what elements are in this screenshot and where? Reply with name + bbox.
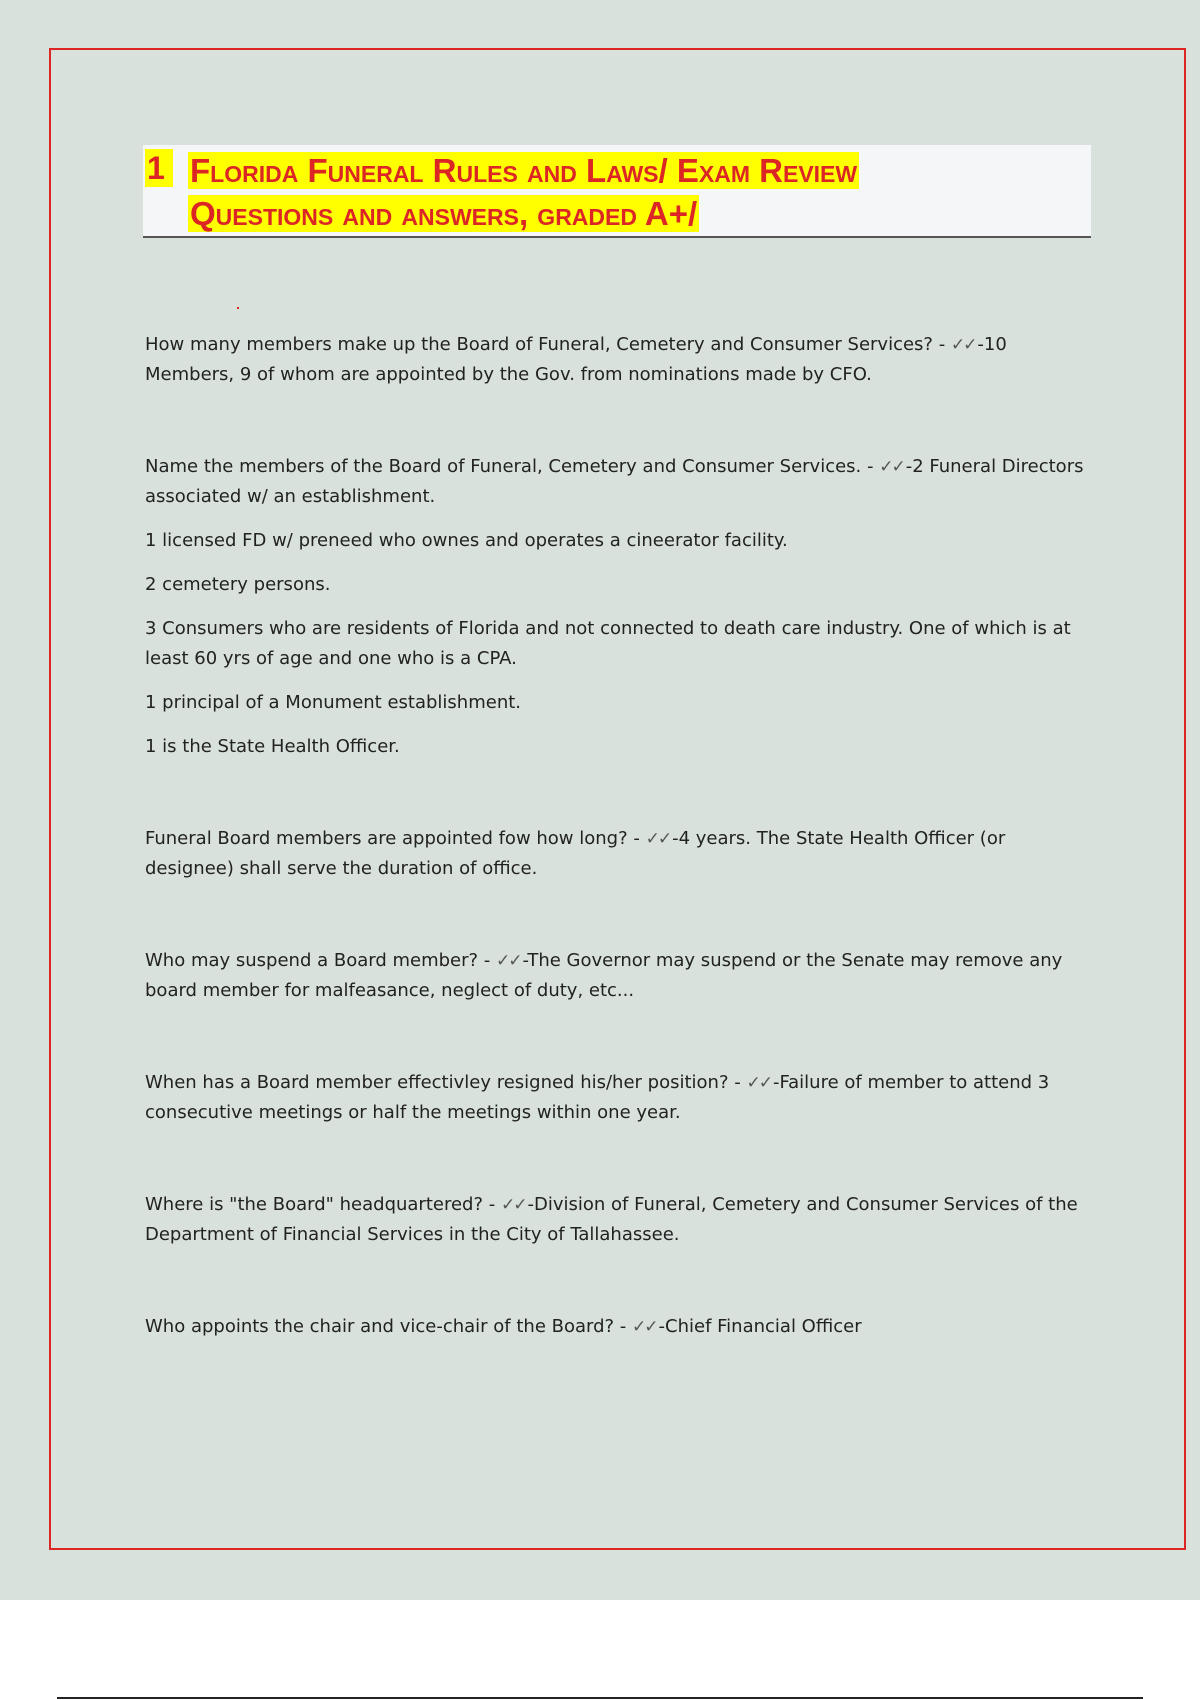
qa-item xyxy=(145,1190,1085,1250)
answer-text: -Chief Financial Officer xyxy=(658,1316,862,1337)
document-title xyxy=(188,149,1008,235)
double-check-icon: ✓✓ xyxy=(632,1317,657,1337)
qa-paragraph xyxy=(145,946,1085,1006)
qa-item xyxy=(145,1068,1085,1128)
question-text: Name the members of the Board of Funeral, Cemetery and Consumer Services. - xyxy=(145,456,880,477)
qa-paragraph xyxy=(145,1190,1085,1250)
qa-paragraph xyxy=(145,824,1085,884)
question-text: Who appoints the chair and vice-chair of the Board? - xyxy=(145,1316,633,1337)
double-check-icon: ✓✓ xyxy=(879,457,904,477)
answer-text: -Failure of member to attend 3 consecutive meetings or half the meetings within one year. xyxy=(145,1072,1050,1123)
answer-line: 1 is the State Health Officer. xyxy=(145,736,400,757)
question-text: Who may suspend a Board member? - xyxy=(145,950,497,971)
question-text: How many members make up the Board of Funeral, Cemetery and Consumer Services? - xyxy=(145,334,951,355)
qa-paragraph xyxy=(145,452,1085,512)
decorative-dot xyxy=(237,307,239,309)
qa-item xyxy=(145,330,1085,390)
title-line-1: Florida Funeral Rules and Laws/ Exam Review xyxy=(190,152,858,189)
qa-paragraph xyxy=(145,1068,1085,1128)
footer-rule xyxy=(57,1697,1143,1699)
answer-line: 2 cemetery persons. xyxy=(145,574,331,595)
qa-item xyxy=(145,452,1085,762)
answer-text: -Division of Funeral, Cemetery and Consumer Services of the Department of Financial Services in the City of Tallahassee. xyxy=(145,1194,1078,1245)
qa-item xyxy=(145,1312,1085,1342)
answer-text: -4 years. The State Health Officer (or designee) shall serve the duration of office. xyxy=(145,828,1006,879)
answer-line: 1 licensed FD w/ preneed who ownes and operates a cineerator facility. xyxy=(145,530,788,551)
answer-text: -10 Members, 9 of whom are appointed by the Gov. from nominations made by CFO. xyxy=(145,334,1007,385)
question-text: Funeral Board members are appointed fow how long? - xyxy=(145,828,646,849)
double-check-icon: ✓✓ xyxy=(496,951,521,971)
qa-paragraph xyxy=(145,1312,1085,1342)
question-text: Where is "the Board" headquartered? - xyxy=(145,1194,501,1215)
double-check-icon: ✓✓ xyxy=(950,335,976,355)
title-line-2: Questions and answers, graded A+/ xyxy=(190,195,698,232)
double-check-icon: ✓✓ xyxy=(746,1073,771,1093)
double-check-icon: ✓✓ xyxy=(645,829,671,849)
double-check-icon: ✓✓ xyxy=(500,1195,526,1215)
qa-list xyxy=(145,330,1085,1404)
title-block xyxy=(143,145,1091,238)
answer-text: -2 Funeral Directors associated w/ an establishment. xyxy=(145,456,1084,507)
answer-line: 1 principal of a Monument establishment. xyxy=(145,692,522,713)
answer-line: 3 Consumers who are residents of Florida and not connected to death care industry. One of which is at least 60 yrs of age and one who is a CPA. xyxy=(145,618,1071,669)
qa-paragraph xyxy=(145,330,1085,390)
qa-item xyxy=(145,824,1085,884)
qa-item xyxy=(145,946,1085,1006)
question-text: When has a Board member effectivley resigned his/her position? - xyxy=(145,1072,747,1093)
heading-number: 1 xyxy=(145,149,173,187)
answer-text: -The Governor may suspend or the Senate may remove any board member for malfeasance, neglect of duty, etc... xyxy=(145,950,1063,1001)
